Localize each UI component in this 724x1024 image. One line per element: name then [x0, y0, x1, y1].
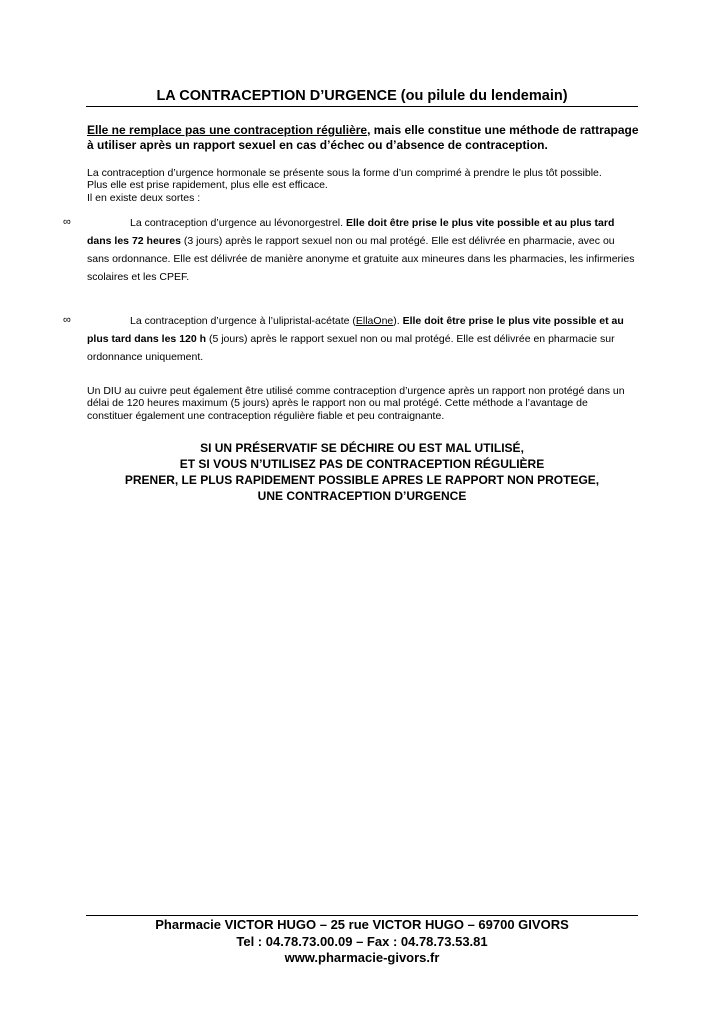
diu-paragraph: Un DIU au cuivre peut également être utilisé comme contraception d’urgence après un rapport non protégé dans un délai de 120 heures maximum (5 jours) après le rapport non ou mal protégé. Cette méthode a l’avantage de constituer également une contraception régulière fiable et peu contraignante.: [87, 385, 625, 422]
intro-paragraph: [87, 167, 635, 204]
bullet-levonorgestrel: [87, 214, 639, 286]
intro-rest: , mais elle constitue une méthode de rattrapage à utiliser après un rapport sexuel en cas d’échec ou d’absence de contraception.: [87, 123, 639, 152]
intro-paragraph-line: Plus elle est prise rapidement, plus elle est efficace.: [87, 179, 328, 192]
bullet-ulipristal: [87, 312, 639, 366]
bullet-bold: Elle doit être prise le plus vite possible et au plus tard dans les 72 heures: [87, 217, 615, 247]
bullet-rest: (3 jours) après le rapport sexuel non ou mal protégé. Elle est délivrée en pharmacie, avec ou sans ordonnance. Elle est délivrée de manière anonyme et gratuite aux mineures dans les pharmacies, les infirmeries scolaires et les CPEF.: [87, 235, 635, 283]
footer: [86, 917, 638, 967]
ellaone-link[interactable]: EllaOne: [355, 315, 394, 327]
bullet-rest: (5 jours) après le rapport sexuel non ou mal protégé. Elle est délivrée en pharmacie sur ordonnance uniquement.: [87, 333, 615, 363]
intro-statement: [87, 123, 639, 152]
bullet-symbol-icon: ∞: [63, 314, 71, 326]
document-title: LA CONTRACEPTION D’URGENCE (ou pilule du lendemain): [156, 88, 568, 104]
bullet-symbol-icon: ∞: [63, 216, 71, 228]
warning-line: ET SI VOUS N’UTILISEZ PAS DE CONTRACEPTION RÉGULIÈRE: [179, 457, 545, 471]
warning-line: SI UN PRÉSERVATIF SE DÉCHIRE OU EST MAL UTILISÉ,: [200, 441, 524, 455]
intro-paragraph-line: Il en existe deux sortes :: [87, 191, 201, 204]
warning-line: PRENER, LE PLUS RAPIDEMENT POSSIBLE APRES LE RAPPORT NON PROTEGE,: [124, 473, 600, 487]
warning-line: UNE CONTRACEPTION D’URGENCE: [257, 489, 467, 503]
intro-paragraph-line: La contraception d’urgence hormonale se présente sous la forme d’un comprimé à prendre le plus tôt possible.: [87, 167, 602, 179]
warning-block: [86, 440, 638, 504]
footer-address: Pharmacie VICTOR HUGO – 25 rue VICTOR HUGO – 69700 GIVORS: [155, 917, 569, 932]
intro-underlined: Elle ne remplace pas une contraception régulière: [87, 123, 368, 137]
footer-rule: [86, 915, 638, 916]
bullet-text: La contraception d’urgence au lévonorgestrel.: [130, 217, 346, 229]
title-rule: [86, 106, 638, 107]
bullet-text: La contraception d’urgence à l’ulipristal-acétate (: [130, 315, 356, 327]
bullet-text-after: ).: [393, 315, 403, 327]
bullet-bold: Elle doit être prise le plus vite possible et au plus tard dans les 120 h: [87, 315, 624, 345]
footer-website[interactable]: www.pharmacie-givors.fr: [284, 950, 440, 965]
footer-phone: Tel : 04.78.73.00.09 – Fax : 04.78.73.53.81: [236, 933, 488, 949]
